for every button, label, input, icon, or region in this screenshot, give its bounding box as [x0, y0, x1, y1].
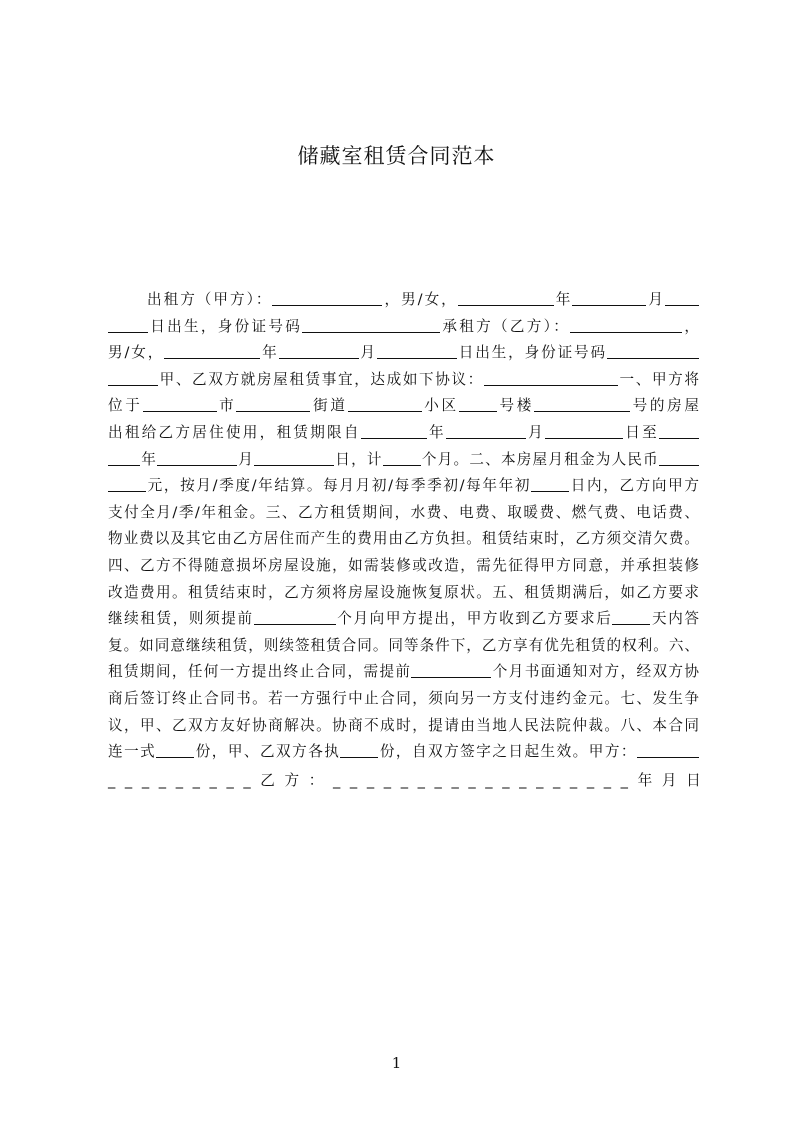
body-text: 天内答: [650, 610, 699, 628]
body-text: 复。如同意继续租赁，则续签租赁合同。同等条件下，乙方享有优先租赁的权利。六、: [108, 636, 699, 654]
blank-underline[interactable]: [272, 289, 382, 306]
signature-char: _: [586, 772, 595, 789]
body-text: 号楼: [496, 397, 534, 415]
body-text: 月: [646, 291, 665, 308]
body-line: [108, 582, 699, 604]
body-text: 个月书面通知对方，经双方协: [491, 663, 699, 681]
blank-underline[interactable]: [458, 289, 554, 306]
body-line: [108, 688, 699, 710]
signature-char: _: [366, 772, 375, 789]
signature-char: 乙: [260, 772, 275, 789]
body-text: 支付全月/季/年租金。三、乙方租赁期间，水费、电费、取暖费、燃气费、电话费、: [108, 503, 699, 521]
blank-underline[interactable]: [411, 661, 491, 678]
body-text: 出租给乙方居住使用，租赁期限自: [108, 424, 361, 441]
signature-char: _: [603, 772, 612, 789]
body-text: ，: [682, 317, 699, 335]
signature-char: _: [536, 772, 544, 789]
body-line: [108, 289, 699, 311]
body-text: ，男/女，: [382, 291, 458, 308]
body-line: [108, 715, 699, 737]
blank-underline[interactable]: [637, 741, 699, 758]
body-text: 日内，乙方向甲方: [569, 477, 699, 495]
body-text: 议，甲、乙双方友好协商解决。协商不成时，提请由当地人民法院仲裁。八、本合同: [108, 716, 699, 734]
body-line: [108, 369, 699, 391]
body-line: [108, 635, 699, 657]
blank-underline[interactable]: [570, 316, 682, 333]
blank-underline[interactable]: [665, 289, 699, 306]
body-text: 月: [358, 344, 377, 362]
body-line: [108, 475, 699, 497]
signature-char: _: [451, 772, 459, 789]
body-text: 日至: [622, 424, 659, 441]
body-text: 日出生，身份证号码: [148, 317, 303, 335]
signature-char: _: [158, 772, 167, 789]
signature-char: _: [502, 772, 510, 789]
body-text: 甲、乙双方就房屋租赁事宜，达成如下协议：: [158, 370, 484, 388]
signature-char: _: [141, 772, 150, 789]
body-text: 物业费以及其它由乙方居住而产生的费用由乙方负担。租赁结束时，乙方须交清欠费。: [108, 530, 699, 548]
blank-underline[interactable]: [108, 316, 148, 333]
signature-char: ：: [308, 772, 324, 789]
body-text: 号的房屋: [629, 397, 699, 415]
signature-char: _: [569, 772, 578, 789]
body-text: 四、乙方不得随意损坏房屋设施，如需装修或改造，需先征得甲方同意，并承担装修: [108, 557, 699, 574]
blank-underline[interactable]: [572, 289, 646, 306]
body-line: [108, 741, 699, 763]
body-line: [108, 449, 699, 471]
blank-underline[interactable]: [157, 449, 237, 466]
body-text: 连一式: [108, 743, 157, 761]
blank-underline[interactable]: [361, 422, 427, 439]
blank-underline[interactable]: [607, 342, 699, 359]
blank-underline[interactable]: [236, 395, 310, 412]
body-text: 月: [237, 450, 255, 468]
body-text: 租赁期间，任何一方提出终止合同，需提前: [108, 663, 412, 681]
body-text: 个月。二、本房屋月租金为人民币: [420, 450, 659, 468]
signature-char: _: [434, 772, 442, 789]
signature-char: 月: [661, 772, 677, 789]
body-text: 男/女，: [108, 344, 165, 362]
signature-char: _: [333, 772, 341, 789]
body-text: 个月向甲方提出，甲方收到乙方要求后: [335, 610, 613, 628]
body-line: [108, 502, 699, 524]
body-text: 份，甲、乙双方各执: [194, 743, 341, 761]
signature-char: 方: [284, 772, 300, 789]
body-text: 年: [426, 424, 446, 441]
blank-underline[interactable]: [156, 741, 194, 758]
signature-char: _: [349, 772, 358, 789]
blank-underline[interactable]: [612, 608, 650, 625]
body-line: [108, 555, 699, 577]
body-line: [108, 661, 699, 683]
blank-underline[interactable]: [531, 475, 569, 492]
signature-char: _: [243, 772, 251, 789]
body-line: [108, 316, 699, 338]
body-text: 日出生，身份证号码: [456, 344, 607, 362]
body-text: 份，自双方签字之日起生效。甲方：: [378, 743, 637, 761]
signature-char: _: [175, 772, 183, 789]
body-text: 改造费用。租赁结束时，乙方须将房屋设施恢复原状。五、租赁期满后，如乙方要求: [108, 583, 699, 601]
signature-char: _: [226, 772, 234, 789]
blank-underline[interactable]: [143, 395, 217, 412]
body-text: 年: [140, 450, 158, 468]
signature-char: _: [485, 772, 493, 789]
signature-char: _: [620, 772, 628, 789]
signature-line: [108, 770, 701, 792]
signature-char: _: [192, 772, 200, 789]
body-line: [108, 422, 699, 444]
blank-underline[interactable]: [659, 422, 699, 439]
body-text: 日，计: [334, 450, 383, 468]
blank-underline[interactable]: [302, 316, 440, 333]
body-text: 出租方（甲方）：: [147, 291, 273, 308]
body-text: 一、甲方将: [617, 370, 699, 388]
signature-char: _: [400, 772, 408, 789]
signature-char: _: [519, 772, 527, 789]
body-text: 月: [525, 424, 545, 441]
signature-char: 日: [686, 772, 701, 789]
blank-underline[interactable]: [348, 395, 422, 412]
document-title: 储藏室租赁合同范本: [297, 144, 496, 168]
signature-char: 年: [637, 772, 653, 789]
body-text: 年: [260, 344, 279, 362]
blank-underline[interactable]: [108, 369, 158, 386]
blank-underline[interactable]: [164, 342, 260, 359]
signature-char: _: [124, 772, 133, 789]
blank-underline[interactable]: [377, 342, 457, 359]
signature-char: _: [417, 772, 425, 789]
body-text: 街道: [310, 397, 348, 415]
blank-underline[interactable]: [459, 395, 497, 412]
body-line: [108, 395, 699, 417]
body-text: 元，按月/季度/年结算。每月月初/每季季初/每年年初: [146, 477, 532, 495]
body-text: 年: [553, 291, 573, 308]
body-text: 市: [216, 397, 237, 415]
blank-underline[interactable]: [446, 422, 526, 439]
body-text: 小区: [421, 397, 459, 415]
blank-underline[interactable]: [108, 475, 146, 492]
blank-underline[interactable]: [254, 449, 334, 466]
signature-char: _: [209, 772, 217, 789]
page-number: 1: [391, 1054, 402, 1072]
blank-underline[interactable]: [484, 369, 618, 386]
body-text: 承租方（乙方）：: [440, 317, 571, 335]
body-line: [108, 608, 699, 630]
blank-underline[interactable]: [254, 608, 336, 625]
body-line: [108, 342, 699, 364]
blank-underline[interactable]: [545, 422, 623, 439]
signature-char: _: [383, 772, 392, 789]
blank-underline[interactable]: [279, 342, 359, 359]
blank-underline[interactable]: [340, 741, 378, 758]
signature-char: _: [552, 772, 561, 789]
blank-underline[interactable]: [108, 449, 140, 466]
blank-underline[interactable]: [659, 449, 699, 466]
body-line: [108, 528, 699, 550]
body-text: 继续租赁，则须提前: [108, 610, 254, 628]
signature-char: _: [468, 772, 476, 789]
blank-underline[interactable]: [383, 449, 421, 466]
body-text: 商后签订终止合同书。若一方强行中止合同，须向另一方支付违约金元。七、发生争: [108, 690, 699, 707]
signature-char: _: [108, 772, 116, 789]
blank-underline[interactable]: [534, 395, 630, 412]
body-text: 位于: [108, 397, 143, 415]
